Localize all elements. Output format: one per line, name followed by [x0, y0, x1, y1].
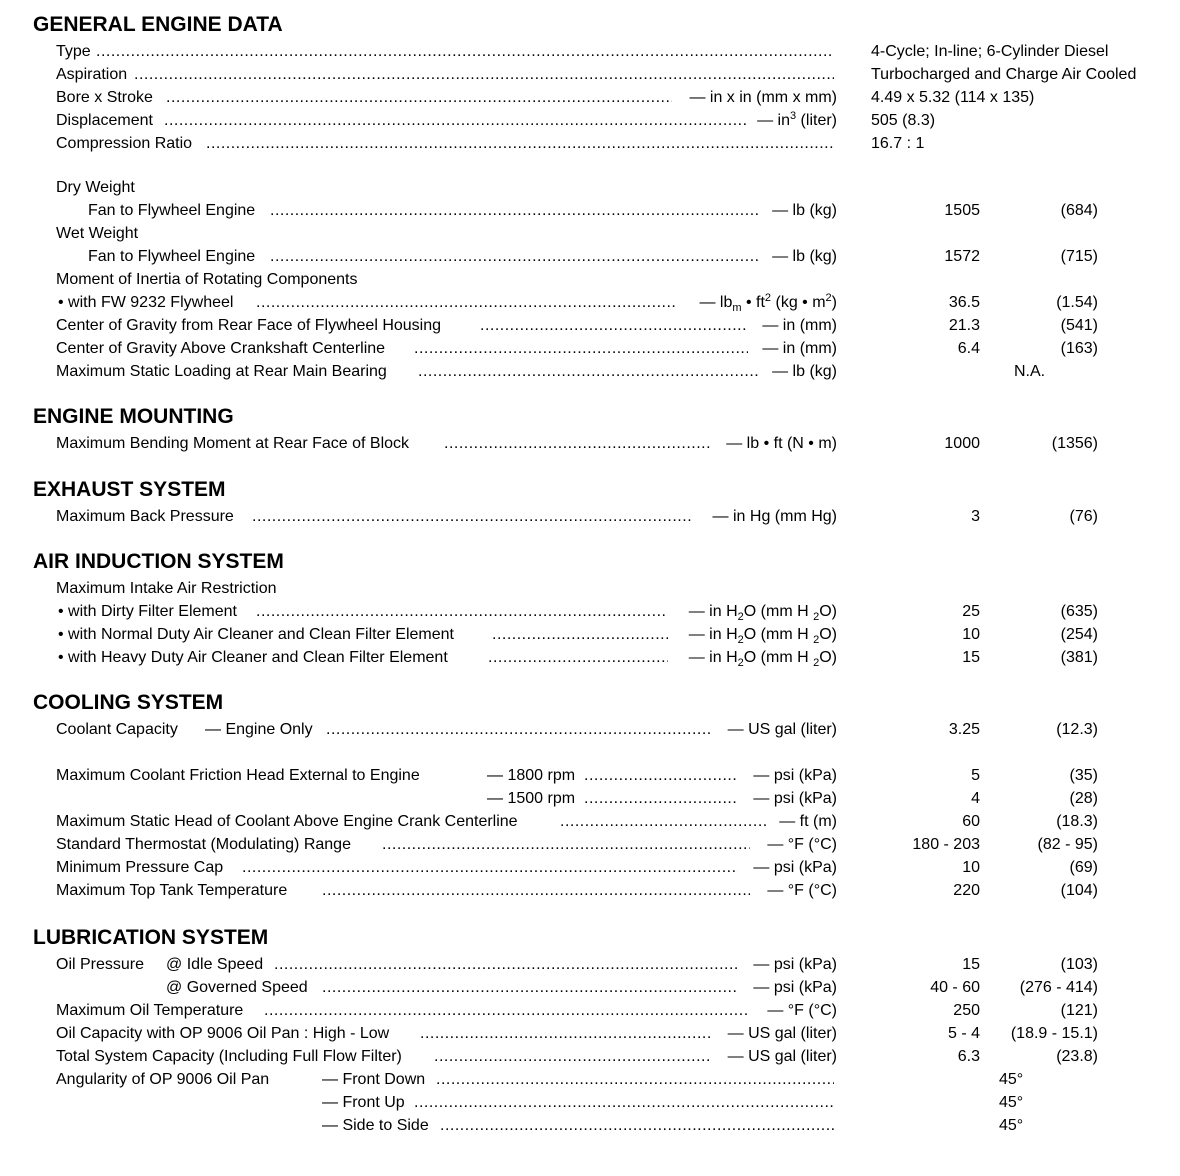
spec-value: 4-Cycle; In-line; 6-Cylinder Diesel [871, 43, 1109, 60]
spec-value-imperial: 36.5 [948, 294, 980, 311]
leader-dots [256, 291, 676, 314]
spec-value: 45° [999, 1071, 1024, 1088]
spec-label: • with Heavy Duty Air Cleaner and Clean Filter Element [58, 649, 448, 666]
spec-label: • with Normal Duty Air Cleaner and Clean Filter Element [58, 626, 454, 643]
spec-row-bending [0, 432, 1180, 455]
spec-row-dry-weight [0, 176, 1180, 199]
spec-row-top-tank [0, 879, 1180, 902]
spec-value-metric: (541) [1060, 317, 1098, 334]
spec-unit: — $lb_m$ • $ft^2$ (kg • $m^2$) [699, 292, 837, 314]
spec-label: Maximum Oil Temperature [56, 1002, 244, 1019]
leader-dots [584, 787, 738, 810]
spec-value-imperial: 40 - 60 [930, 979, 980, 996]
spec-value-metric: (28) [1069, 790, 1098, 807]
spec-value-metric: (18.3) [1056, 813, 1098, 830]
spec-value-imperial: 21.3 [948, 317, 980, 334]
spec-label: Bore x Stroke [56, 89, 153, 106]
spec-row-static-load [0, 360, 1180, 383]
spec-row-bore-stroke [0, 86, 1180, 109]
leader-dots [264, 999, 750, 1022]
spec-value-metric: (1.54) [1056, 294, 1098, 311]
leader-dots [322, 879, 750, 902]
spec-row-oil-temp [0, 999, 1180, 1022]
spec-value-imperial: 180 - 203 [912, 836, 980, 853]
spec-value-metric: (715) [1060, 248, 1098, 265]
leader-dots [414, 1091, 834, 1114]
spec-row-oil-governed [0, 976, 1180, 999]
spec-label: Center of Gravity from Rear Face of Flywheel Housing [56, 317, 442, 334]
leader-dots [434, 1045, 710, 1068]
spec-label: Compression Ratio [56, 135, 193, 152]
section-heading-lubrication: LUBRICATION SYSTEM [33, 926, 269, 949]
leader-dots [584, 764, 738, 787]
spec-value-metric: (103) [1060, 956, 1098, 973]
spec-row-friction-1500 [0, 787, 1180, 810]
spec-value-imperial: 3 [971, 508, 980, 525]
spec-label: Aspiration [56, 66, 128, 83]
leader-dots [242, 856, 738, 879]
spec-label: Fan to Flywheel Engine [88, 202, 256, 219]
spec-condition: — 1500 rpm [487, 790, 576, 807]
spec-unit: — in x in (mm x mm) [689, 89, 837, 106]
spec-row-heavy-duty [0, 646, 1180, 669]
spec-value-imperial: 5 - 4 [947, 1025, 980, 1042]
spec-row-static-head [0, 810, 1180, 833]
spec-condition: @ Governed Speed [166, 979, 308, 996]
spec-value-metric: (104) [1060, 882, 1098, 899]
spec-unit: — in (mm) [762, 340, 837, 357]
spec-label: Wet Weight [56, 225, 139, 242]
spec-row-aspiration [0, 63, 1180, 86]
leader-dots [488, 646, 668, 669]
spec-unit: — psi (kPa) [753, 859, 837, 876]
spec-unit: — lb (kg) [772, 202, 837, 219]
spec-label: Maximum Bending Moment at Rear Face of Block [56, 435, 410, 452]
spec-unit: — lb • ft (N • m) [726, 435, 837, 452]
leader-dots [436, 1068, 834, 1091]
spec-row-angularity-side [0, 1114, 1180, 1137]
spec-row-coolant-capacity [0, 718, 1180, 741]
spec-row-friction-1800 [0, 764, 1180, 787]
leader-dots [420, 1022, 710, 1045]
spec-value-metric: (23.8) [1056, 1048, 1098, 1065]
leader-dots [440, 1114, 834, 1137]
spec-value-imperial: 15 [962, 649, 980, 666]
spec-row-type [0, 40, 1180, 63]
leader-dots [480, 314, 748, 337]
spec-unit: — in $H_2O$ (mm H $_2$O) [688, 626, 837, 646]
spec-row-cog-above [0, 337, 1180, 360]
spec-label: Oil Pressure [56, 956, 145, 973]
spec-value-metric: (684) [1060, 202, 1098, 219]
spec-label: • with FW 9232 Flywheel [58, 294, 234, 311]
spec-value-imperial: 5 [971, 767, 980, 784]
spec-value-metric: (1356) [1051, 435, 1098, 452]
spec-value-imperial: 60 [962, 813, 980, 830]
spec-value-imperial: 250 [953, 1002, 980, 1019]
spec-unit: — psi (kPa) [753, 790, 837, 807]
spec-value: 45° [999, 1094, 1024, 1111]
spec-value-imperial: 3.25 [948, 721, 980, 738]
spec-label: Total System Capacity (Including Full Flow Filter) [56, 1048, 402, 1065]
spec-value-metric: (18.9 - 15.1) [1010, 1025, 1098, 1042]
spec-row-normal-duty [0, 623, 1180, 646]
spec-label: Minimum Pressure Cap [56, 859, 224, 876]
spec-label: Moment of Inertia of Rotating Components [56, 271, 358, 288]
spec-row-moment [0, 268, 1180, 291]
spec-row-thermostat [0, 833, 1180, 856]
spec-label: Standard Thermostat (Modulating) Range [56, 836, 351, 853]
spec-value-imperial: 1000 [944, 435, 980, 452]
spec-label: Maximum Coolant Friction Head External to Engine [56, 767, 420, 784]
spec-unit: — °F (°C) [767, 836, 837, 853]
spec-unit: — °F (°C) [767, 1002, 837, 1019]
spec-row-angularity-front-up [0, 1091, 1180, 1114]
spec-row-displacement [0, 109, 1180, 132]
spec-row-flywheel [0, 291, 1180, 314]
spec-label: Maximum Static Loading at Rear Main Bearing [56, 363, 387, 380]
spec-condition: @ Idle Speed [166, 956, 264, 973]
spec-value-metric: (12.3) [1056, 721, 1098, 738]
spec-label: Center of Gravity Above Crankshaft Centerline [56, 340, 386, 357]
spec-label: Fan to Flywheel Engine [88, 248, 256, 265]
spec-label: Angularity of OP 9006 Oil Pan [56, 1071, 270, 1088]
spec-value-imperial: 220 [953, 882, 980, 899]
spec-value-metric: (276 - 414) [1019, 979, 1098, 996]
spec-label: Displacement [56, 112, 153, 129]
spec-value-metric: (163) [1060, 340, 1098, 357]
spec-row-wet-fan [0, 245, 1180, 268]
spec-unit: — US gal (liter) [727, 721, 837, 738]
spec-label: Coolant Capacity [56, 721, 178, 738]
spec-row-pressure-cap [0, 856, 1180, 879]
leader-dots [274, 953, 738, 976]
spec-label: • with Dirty Filter Element [58, 603, 237, 620]
spec-unit: — US gal (liter) [727, 1048, 837, 1065]
spec-unit: — $in^3$ (liter) [757, 110, 837, 129]
spec-condition: — Front Up [322, 1094, 405, 1111]
spec-value-imperial: 15 [962, 956, 980, 973]
spec-row-back-pressure [0, 505, 1180, 528]
spec-condition: — Engine Only [205, 721, 313, 738]
spec-condition: — 1800 rpm [487, 767, 576, 784]
spec-label: Dry Weight [56, 179, 135, 196]
spec-row-wet-weight [0, 222, 1180, 245]
leader-dots [444, 432, 710, 455]
section-heading-mounting: ENGINE MOUNTING [33, 405, 234, 428]
spec-label: Maximum Back Pressure [56, 508, 234, 525]
leader-dots [252, 505, 692, 528]
section-heading-general: GENERAL ENGINE DATA [33, 13, 283, 36]
section-heading-air: AIR INDUCTION SYSTEM [33, 550, 284, 573]
spec-unit: — in (mm) [762, 317, 837, 334]
spec-label: Maximum Static Head of Coolant Above Engine Crank Centerline [56, 813, 518, 830]
spec-value-metric: (76) [1069, 508, 1098, 525]
spec-unit: — ft (m) [779, 813, 837, 830]
spec-unit: — psi (kPa) [753, 979, 837, 996]
spec-value-metric: (82 - 95) [1037, 836, 1098, 853]
spec-unit: — lb (kg) [772, 248, 837, 265]
spec-value: 16.7 : 1 [871, 135, 925, 152]
spec-condition: — Side to Side [322, 1117, 429, 1134]
spec-value: 45° [999, 1117, 1024, 1134]
spec-value-imperial: 1505 [944, 202, 980, 219]
spec-row-angularity-front-down [0, 1068, 1180, 1091]
spec-value: 4.49 x 5.32 (114 x 135) [871, 89, 1035, 106]
leader-dots [166, 86, 672, 109]
spec-value-imperial: 10 [962, 626, 980, 643]
spec-row-compression [0, 132, 1180, 155]
spec-unit: — psi (kPa) [753, 767, 837, 784]
leader-dots [560, 810, 766, 833]
leader-dots [96, 40, 834, 63]
spec-row-oil-capacity [0, 1022, 1180, 1045]
spec-unit: — US gal (liter) [727, 1025, 837, 1042]
spec-value: Turbocharged and Charge Air Cooled [871, 66, 1137, 83]
spec-row-dry-fan [0, 199, 1180, 222]
spec-value-metric: (35) [1069, 767, 1098, 784]
spec-row-cog-rear [0, 314, 1180, 337]
spec-row-dirty-filter [0, 600, 1180, 623]
spec-label: Maximum Intake Air Restriction [56, 580, 277, 597]
spec-label: Maximum Top Tank Temperature [56, 882, 288, 899]
spec-value-imperial: 10 [962, 859, 980, 876]
spec-value-metric: (381) [1060, 649, 1098, 666]
spec-unit: — psi (kPa) [753, 956, 837, 973]
leader-dots [206, 132, 834, 155]
spec-value-metric: (69) [1069, 859, 1098, 876]
leader-dots [322, 976, 738, 999]
leader-dots [164, 109, 748, 132]
leader-dots [418, 360, 760, 383]
spec-label: Oil Capacity with OP 9006 Oil Pan : High - Low [56, 1025, 390, 1042]
spec-unit: — lb (kg) [772, 363, 837, 380]
leader-dots [326, 718, 710, 741]
spec-value-metric: (121) [1060, 1002, 1098, 1019]
spec-unit: — °F (°C) [767, 882, 837, 899]
spec-value-imperial: 1572 [944, 248, 980, 265]
spec-value: N.A. [1014, 363, 1046, 380]
leader-dots [134, 63, 834, 86]
spec-label: Type [56, 43, 91, 60]
spec-value-metric: (635) [1060, 603, 1098, 620]
section-heading-cooling: COOLING SYSTEM [33, 691, 224, 714]
spec-row-restriction [0, 577, 1180, 600]
spec-value-metric: (254) [1060, 626, 1098, 643]
spec-condition: — Front Down [322, 1071, 426, 1088]
leader-dots [256, 600, 668, 623]
spec-value-imperial: 6.4 [957, 340, 980, 357]
leader-dots [382, 833, 750, 856]
spec-value-imperial: 6.3 [957, 1048, 980, 1065]
spec-row-oil-idle [0, 953, 1180, 976]
spec-value-imperial: 25 [962, 603, 980, 620]
spec-value-imperial: 4 [971, 790, 980, 807]
spec-unit: — in $H_2O$ (mm H $_2$O) [688, 649, 837, 669]
spec-row-total-capacity [0, 1045, 1180, 1068]
spec-value: 505 (8.3) [871, 112, 936, 129]
section-heading-exhaust: EXHAUST SYSTEM [33, 478, 226, 501]
leader-dots [492, 623, 668, 646]
leader-dots [270, 245, 760, 268]
leader-dots [414, 337, 748, 360]
leader-dots [270, 199, 760, 222]
spec-unit: — in $H_2O$ (mm H $_2$O) [688, 603, 837, 623]
spec-unit: — in Hg (mm Hg) [712, 508, 837, 525]
